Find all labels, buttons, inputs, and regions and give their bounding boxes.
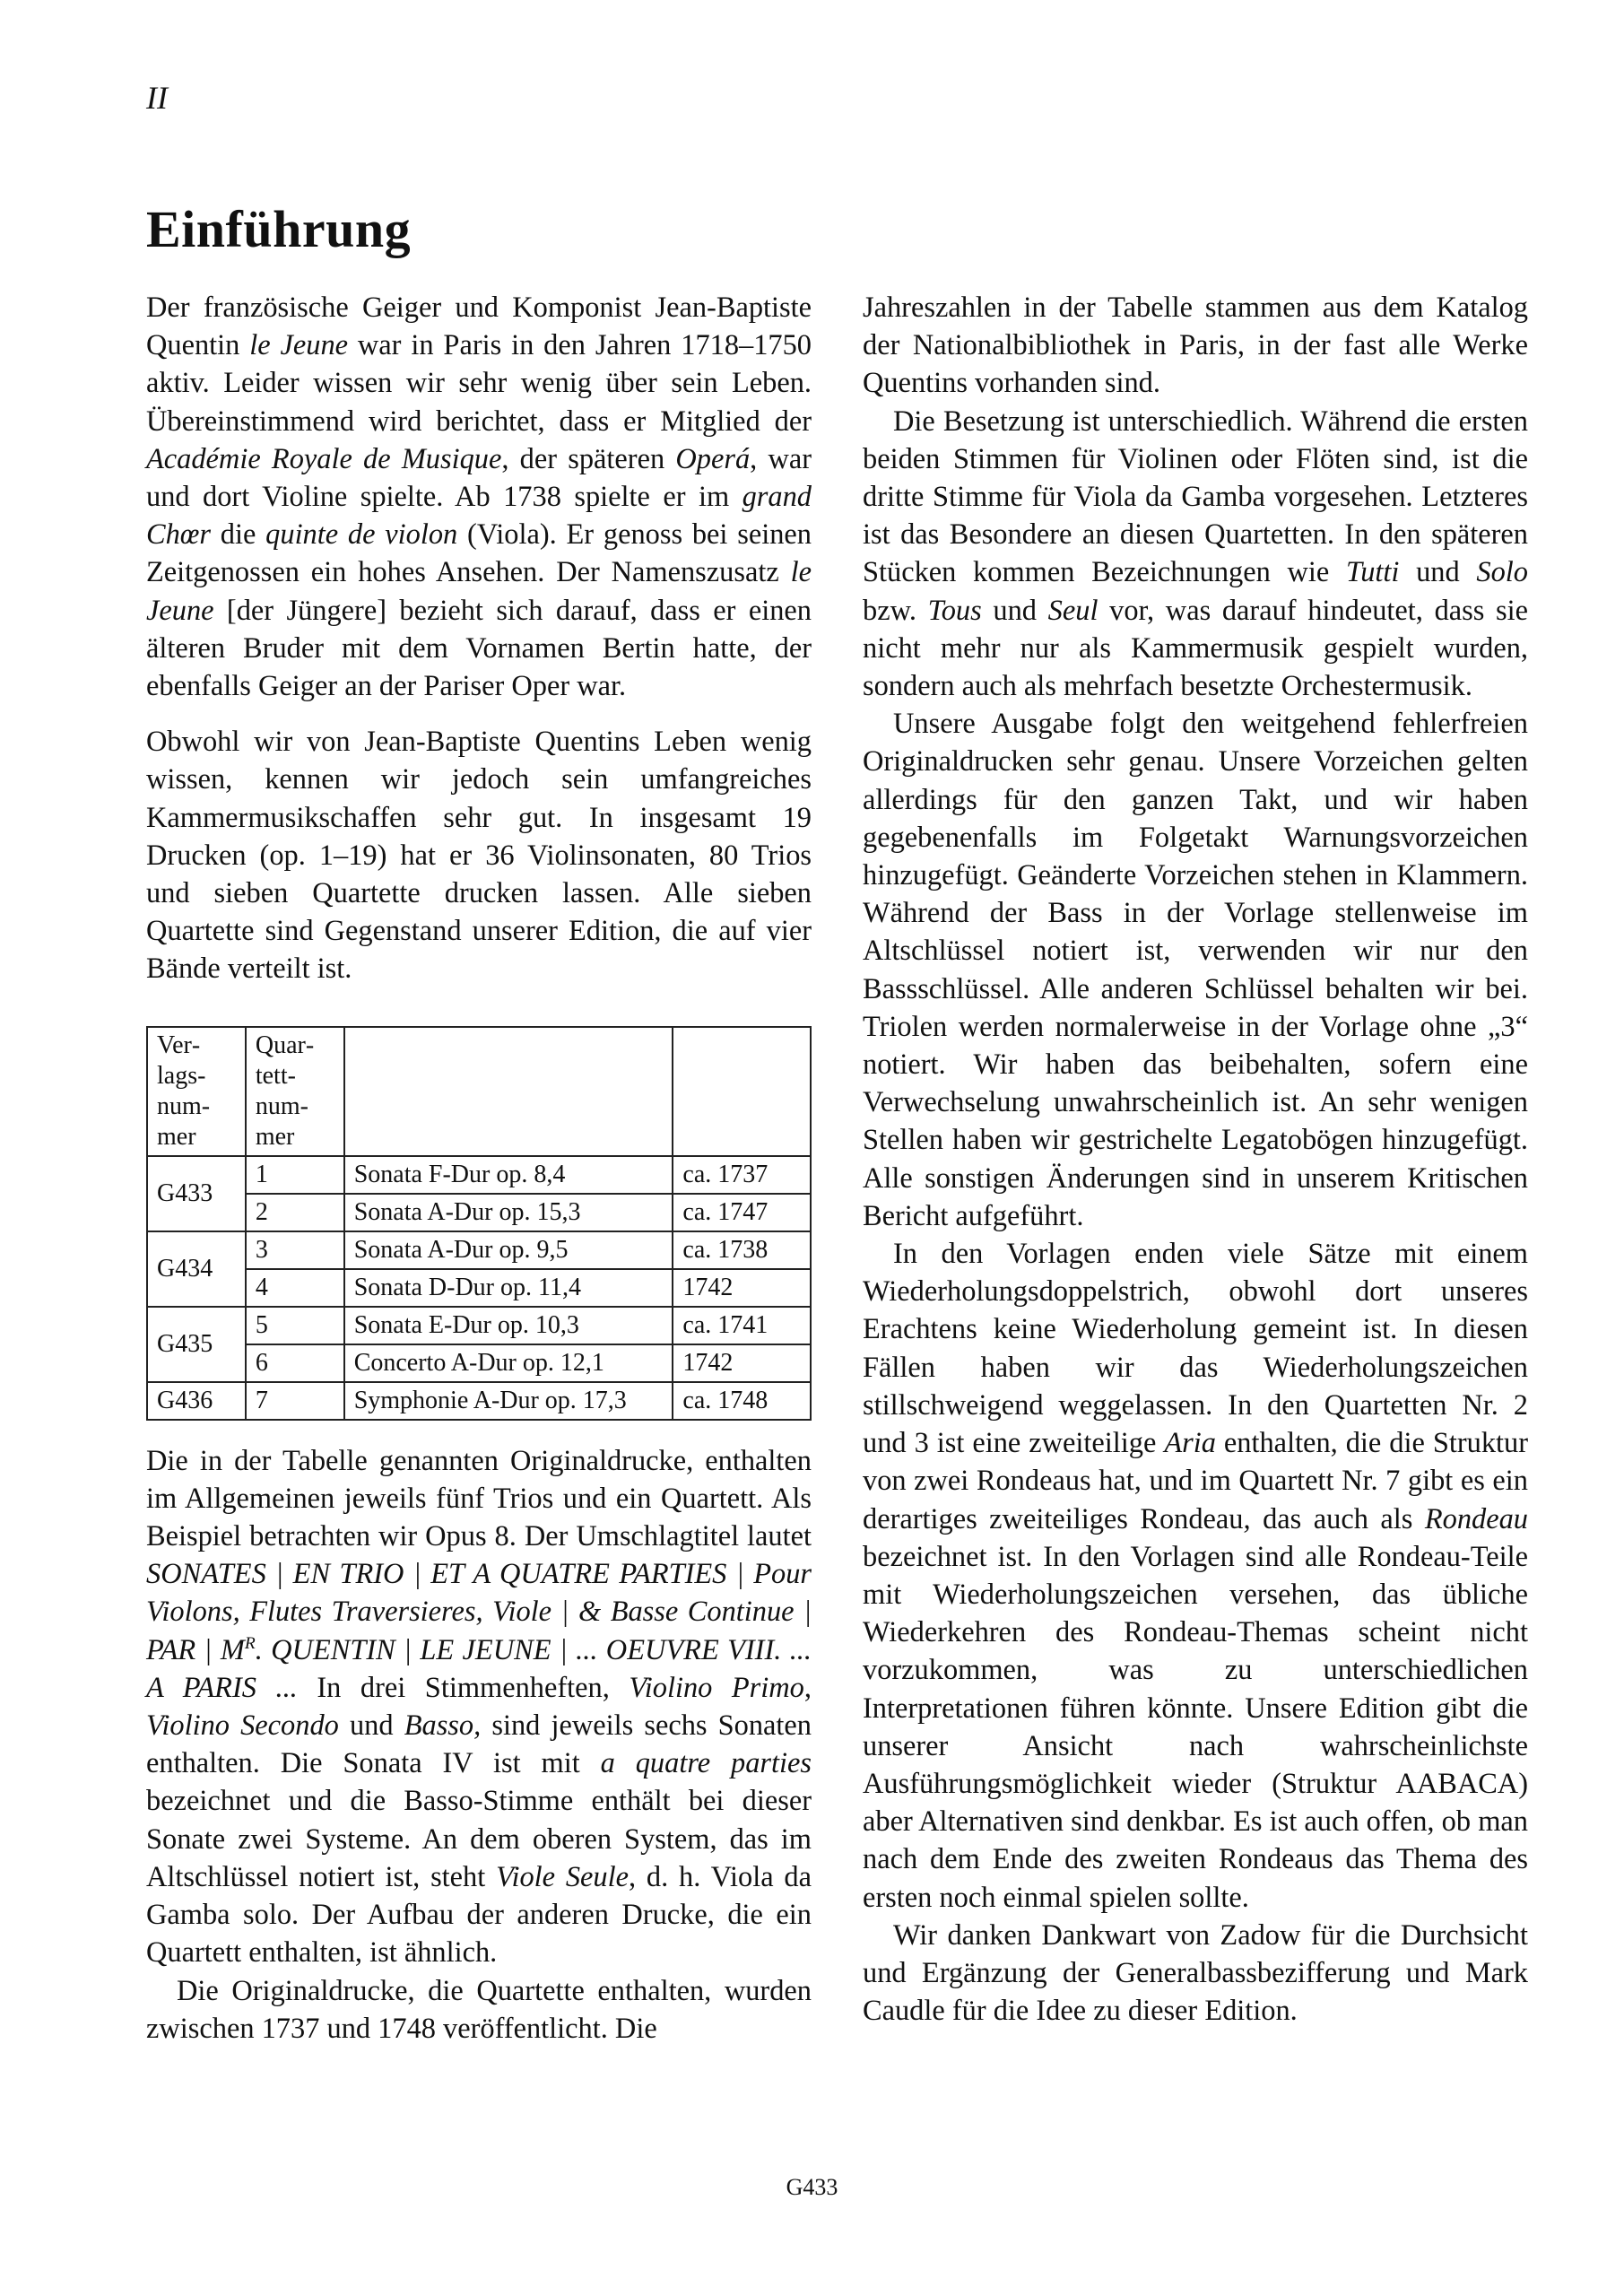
verlag-cell: G433 — [147, 1156, 246, 1231]
left-column — [146, 289, 812, 2048]
work-title: Concerto A-Dur op. 12,1 — [344, 1344, 673, 1382]
verlag-cell: G435 — [147, 1307, 246, 1382]
quartet-number: 7 — [246, 1382, 344, 1420]
work-year: ca. 1737 — [673, 1156, 811, 1194]
work-year: ca. 1738 — [673, 1231, 811, 1269]
quartet-number: 6 — [246, 1344, 344, 1382]
quartet-number: 4 — [246, 1269, 344, 1307]
instrumentation-paragraph: Die Besetzung ist unterschiedlich. Während die ersten beiden Stimmen für Violinen oder Flöten sind, ist die dritte Stimme für Viola da Gamba vorgesehen. Letzteres ist das Besondere an diesen Quartetten. In den späteren Stücken kommen Bezeichnungen wie Tutti und Solo bzw. Tous und Seul vor, was darauf hindeutet, dass sie nicht mehr nur als Kammermusik gespielt wurden, sondern auch als mehrfach besetzte Orchestermusik. — [863, 404, 1529, 703]
works-paragraph: Obwohl wir von Jean-Baptiste Quentins Leben wenig wissen, kennen wir jedoch sein umfangreiches Kammermusikschaffen sehr gut. In insgesamt 19 Drucken (op. 1–19) hat er 36 Violinsonaten, 80 Trios und sieben Quartette drucken lassen. Alle sieben Quartette sind Gegenstand unserer Edition, die auf vier Bände verteilt ist. — [146, 726, 812, 986]
work-title: Sonata A-Dur op. 9,5 — [344, 1231, 673, 1269]
work-year: 1742 — [673, 1269, 811, 1307]
work-title: Sonata E-Dur op. 10,3 — [344, 1307, 673, 1344]
table-row — [147, 1344, 811, 1382]
repeats-paragraph: In den Vorlagen enden viele Sätze mit einem Wiederholungsdoppelstrich, obwohl dort unseres Erachtens keine Wiederholung gemeint ist. In diesen Fällen haben wir das Wiederholungszeichen stillschweigend weggelassen. In den Quartetten Nr. 2 und 3 ist eine zweiteilige Aria enthalten, die die Struktur von zwei Rondeaus hat, und im Quartett Nr. 7 gibt es ein derartiges zweiteiliges Rondeau, das auch als Rondeau bezeichnet ist. In den Vorlagen sind alle Rondeau-Teile mit Wiederholungszeichen versehen, das übliche Wiederkehren des Rondeau-Themas scheint nicht vorzukommen, was zu unterschiedlichen Interpretationen führen könnte. Unsere Edition gibt die unserer Ansicht nach wahrscheinlichste Ausführungsmöglichkeit wieder (Struktur AABACA) aber Alternativen sind denkbar. Es ist auch offen, ob man nach dem Ende des zweiten Rondeaus das Thema des ersten noch einmal spielen sollte. — [863, 1238, 1528, 1914]
dates-paragraph: Die Originaldrucke, die Quartette enthalten, wurden zwischen 1737 und 1748 veröffentlicht. Die — [146, 1974, 812, 2045]
header-year — [673, 1027, 811, 1156]
work-year: ca. 1748 — [673, 1382, 811, 1420]
intro-paragraph: Der französische Geiger und Komponist Jean-Baptiste Quentin le Jeune war in Paris in den Jahren 1718–1750 aktiv. Leider wissen wir sehr wenig über sein Leben. Übereinstimmend wird berichtet, dass er Mitglied der Académie Royale de Musique, der späteren Operá, war und dort Violine spielte. Ab 1738 spielte er im grand Chœr die quinte de violon (Viola). Er genoss bei seinen Zeitgenossen ein hohes Ansehen. Der Namenszusatz le Jeune [der Jüngere] bezieht sich darauf, dass er einen älteren Bruder mit dem Vornamen Bertin hatte, der ebenfalls Geiger an der Pariser Oper war. — [146, 291, 812, 703]
opus8-paragraph: Die in der Tabelle genannten Originaldrucke, enthalten im Allgemeinen jeweils fünf Trios und ein Quartett. Als Beispiel betrachten wir Opus 8. Der Umschlagtitel lautet SONATES | EN TRIO | ET A QUATRE PARTIES | Pour Violons, Flutes Traversieres, Viole | & Basse Continue | PAR | $M^R$. QUENTIN | LE JEUNE | ... OEUVRE VIII. ... A PARIS ... In drei Stimmenheften, Violino Primo, Violino Secondo und Basso, sind jeweils sechs Sonaten enthalten. Die Sonata IV ist mit a quatre parties bezeichnet und die Basso-Stimme enthält bei dieser Sonate zwei Systeme. An dem oberen System, das im Altschlüssel notiert ist, steht Viole Seule, d. h. Viola da Gamba solo. Der Aufbau der anderen Drucke, die ein Quartett enthalten, ist ähnlich. — [146, 1444, 812, 1970]
page-footer: G433 — [786, 2174, 838, 2200]
table-header-row — [147, 1027, 811, 1156]
work-year: ca. 1747 — [673, 1194, 811, 1231]
quartet-number: 1 — [246, 1156, 344, 1194]
work-title: Sonata D-Dur op. 11,4 — [344, 1269, 673, 1307]
table-row — [147, 1307, 811, 1344]
acknowledgements-paragraph: Wir danken Dankwart von Zadow für die Durchsicht und Ergänzung der Generalbassbezifferung und Mark Caudle für die Idee zu dieser Edition. — [863, 1918, 1528, 2028]
page-number: II — [146, 80, 168, 116]
header-quartettnummer: Quartettnummer — [246, 1027, 344, 1156]
work-title: Sonata A-Dur op. 15,3 — [344, 1194, 673, 1231]
header-verlagsnummer: Verlagsnummer — [147, 1027, 246, 1156]
quartet-table — [146, 1026, 812, 1421]
table-row — [147, 1156, 811, 1194]
work-year: 1742 — [673, 1344, 811, 1382]
table-row — [147, 1382, 811, 1420]
page-title: Einführung — [146, 200, 412, 258]
header-work — [344, 1027, 673, 1156]
verlag-cell: G434 — [147, 1231, 246, 1307]
verlag-cell: G436 — [147, 1382, 246, 1420]
table-row — [147, 1194, 811, 1231]
quartet-number: 5 — [246, 1307, 344, 1344]
catalog-paragraph: Jahreszahlen in der Tabelle stammen aus dem Katalog der Nationalbibliothek in Paris, in der fast alle Werke Quentins vorhanden sind. — [863, 291, 1528, 400]
table-row — [147, 1231, 811, 1269]
edition-paragraph: Unsere Ausgabe folgt den weitgehend fehlerfreien Originaldrucken sehr genau. Unsere Vorzeichen gelten allerdings für den ganzen Takt, und wir haben gegebenenfalls im Folgetakt Warnungsvorzeichen hinzugefügt. Geänderte Vorzeichen stehen in Klammern. Während der Bass in der Vorlage stellenweise im Altschlüssel notiert ist, verwenden wir nur den Bassschlüssel. Alle anderen Schlüssel behalten wir bei. Triolen werden normalerweise in der Vorlage ohne „3“ notiert. Wir haben das beibehalten, sofern eine Verwechselung unwahrscheinlich ist. An sehr wenigen Stellen haben wir gestrichelte Legatobögen hinzugefügt. Alle sonstigen Änderungen sind in unserem Kritischen Bericht aufgeführt. — [863, 708, 1528, 1232]
work-year: ca. 1741 — [673, 1307, 811, 1344]
quartet-number: 2 — [246, 1194, 344, 1231]
quartet-number: 3 — [246, 1231, 344, 1269]
work-title: Symphonie A-Dur op. 17,3 — [344, 1382, 673, 1420]
table-row — [147, 1269, 811, 1307]
work-title: Sonata F-Dur op. 8,4 — [344, 1156, 673, 1194]
right-column — [863, 289, 1528, 2030]
